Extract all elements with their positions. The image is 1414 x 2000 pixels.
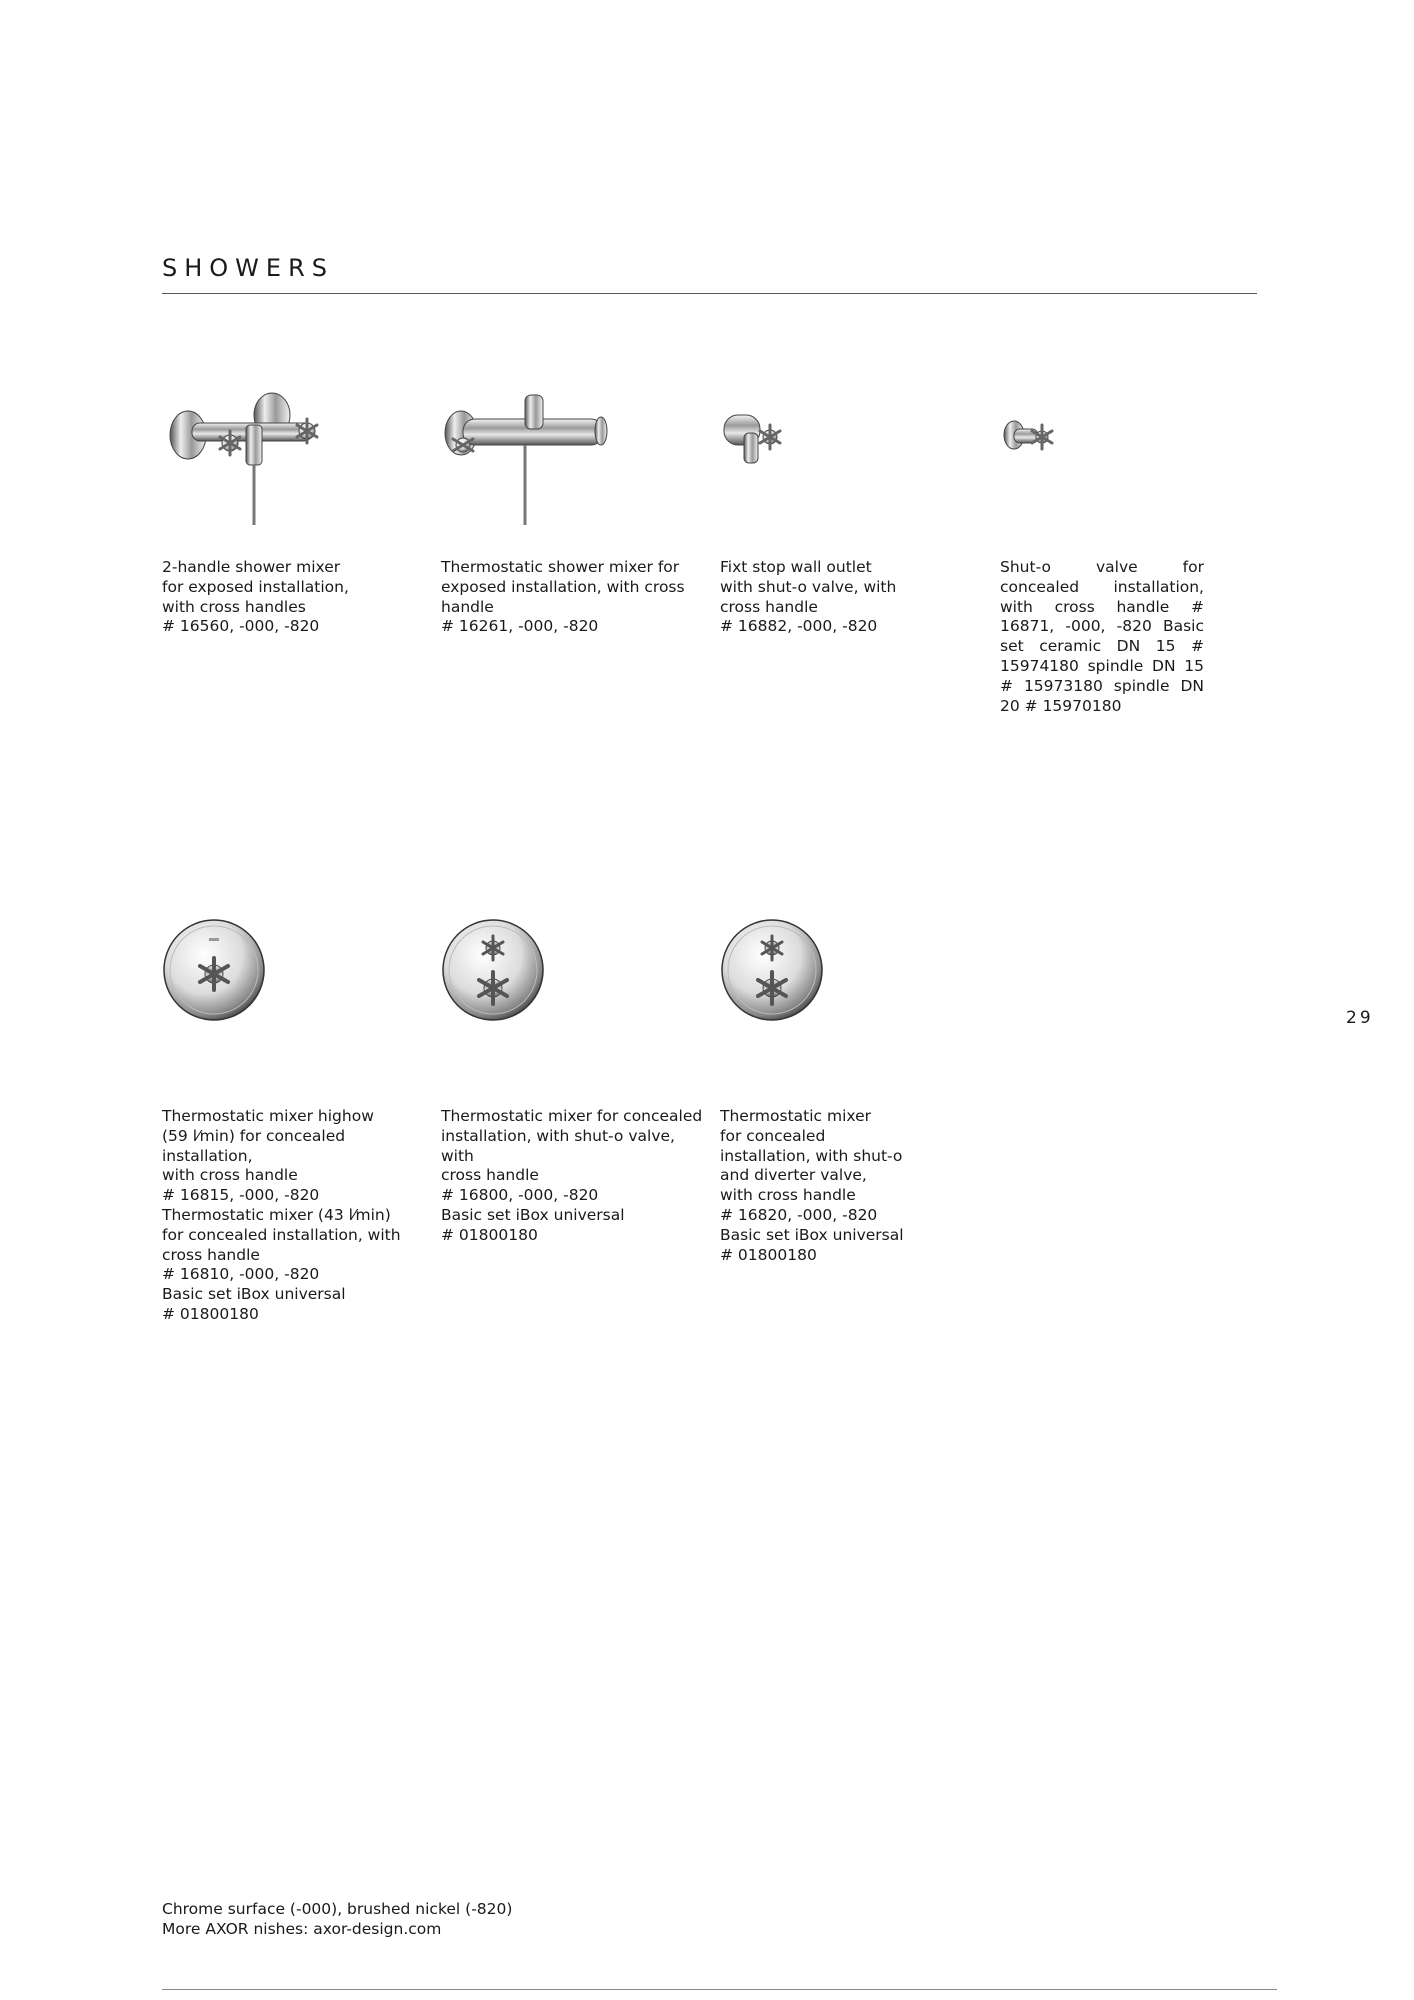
product-thermostatic-shower-mixer <box>441 385 711 637</box>
shutoff-valve-icon <box>1000 385 1200 525</box>
section-title: SHOWERS <box>162 254 334 282</box>
product-concealed-thermostat <box>162 916 432 1325</box>
product-description: Shut-o valve for concealed installation, with cross handle # 16871, -000, -820 Basic set ceramic DN 15 # 15974180 spindle DN 15 # 15973180 spindle DN 20 # 15970180 <box>1000 558 1204 715</box>
product-description: 2-handle shower mixer for exposed installation, with cross handles # 16560, -000, -820 <box>162 558 349 636</box>
concealed-thermostat-shutoff-icon <box>441 916 551 1026</box>
footer-finishes: Chrome surface (-000), brushed nickel (-820) <box>162 1900 513 1918</box>
bottom-divider <box>162 1989 1277 1990</box>
footer-more-finishes: More AXOR nishes: axor-design.com <box>162 1919 442 1938</box>
concealed-thermostat-diverter-icon <box>720 916 830 1026</box>
product-description: Thermostatic mixer for concealed installation, with shut-o and diverter valve, with cross handle # 16820, -000, -820 Basic set iBox universal # 01800180 <box>720 1107 904 1264</box>
top-divider <box>162 293 1257 294</box>
product-concealed-thermostat-diverter <box>720 916 990 1265</box>
product-concealed-thermostat-shutoff <box>441 916 711 1246</box>
two-handle-shower-mixer-icon <box>162 385 362 525</box>
page-number: 29 <box>1346 1008 1374 1028</box>
product-fixfit-wall-outlet <box>720 385 990 637</box>
product-description: Thermostatic mixer highow (59 l⁄min) for concealed installation, with cross handle # 16815, -000, -820 Thermostatic mixer (43 l⁄min) for concealed installation, with cross handle # 16810, -000, -820 Basic set iBox universal # 01800180 <box>162 1107 401 1323</box>
product-description: Fixt stop wall outlet with shut-o valve, with cross handle # 16882, -000, -820 <box>720 558 897 636</box>
footer-note <box>162 1900 512 1940</box>
thermostatic-shower-mixer-icon <box>441 385 641 525</box>
product-two-handle-shower-mixer <box>162 385 432 637</box>
product-description: Thermostatic shower mixer for exposed installation, with cross handle # 16261, -000, -820 <box>441 558 685 636</box>
product-shutoff-valve <box>1000 385 1270 716</box>
concealed-thermostat-icon <box>162 916 272 1026</box>
product-description: Thermostatic mixer for concealed installation, with shut-o valve, with cross handle # 16800, -000, -820 Basic set iBox universal # 01800180 <box>441 1107 703 1244</box>
fixfit-wall-outlet-icon <box>720 385 920 525</box>
